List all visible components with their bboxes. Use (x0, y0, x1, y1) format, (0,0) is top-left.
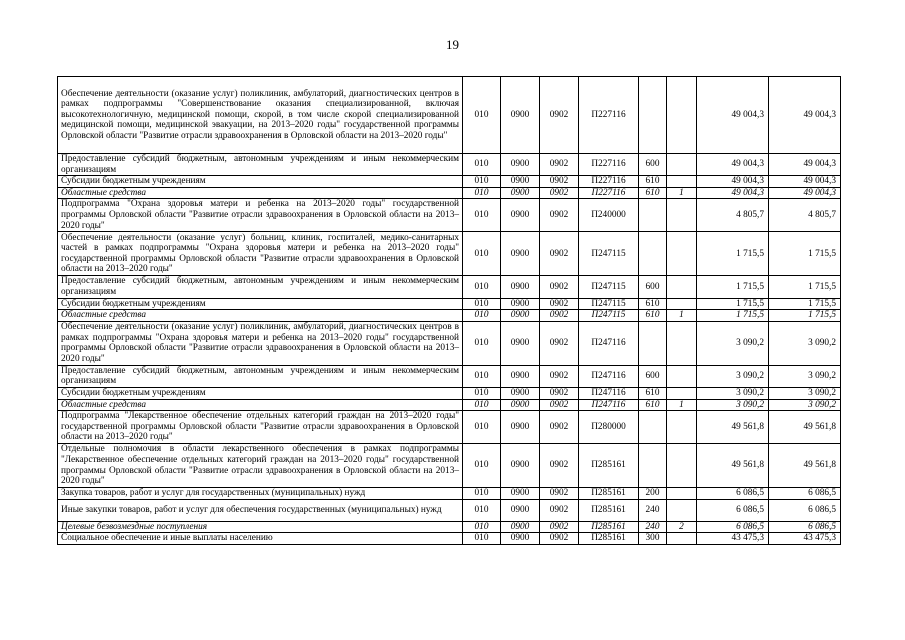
table-row (58, 387, 841, 399)
amount-2: 6 086,5 (769, 488, 841, 500)
code-subsection: 0902 (540, 499, 579, 521)
table-row (58, 533, 841, 545)
code-target: П227116 (579, 154, 639, 176)
code-expense-type (639, 232, 667, 276)
table-row (58, 321, 841, 365)
code-admin: 010 (463, 444, 501, 488)
amount-1: 49 561,8 (697, 444, 769, 488)
code-target: П247116 (579, 365, 639, 387)
code-section: 0900 (501, 488, 540, 500)
code-target: П280000 (579, 411, 639, 444)
code-expense-type: 610 (639, 298, 667, 310)
row-name: Закупка товаров, работ и услуг для государственных (муниципальных) нужд (58, 488, 463, 500)
table-row (58, 499, 841, 521)
table-row (58, 444, 841, 488)
code-funding: 1 (667, 399, 697, 411)
code-expense-type (639, 321, 667, 365)
code-subsection: 0902 (540, 533, 579, 545)
code-subsection: 0902 (540, 387, 579, 399)
table-row (58, 232, 841, 276)
code-subsection: 0902 (540, 232, 579, 276)
code-funding (667, 232, 697, 276)
code-subsection: 0902 (540, 310, 579, 322)
code-admin: 010 (463, 533, 501, 545)
row-name: Обеспечение деятельности (оказание услуг) поликлиник, амбулаторий, диагностических центров в рамках подпрограммы "Совершенствование оказания специализированной, включая высокотехнологичную, медицинской помощи, скорой, в том числе скорой специализированной медицинской помощи, медицинской эвакуации, на 2013–2020 годы" государственной программы Орловской области "Развитие отрасли здравоохранения в Орловской области на 2013–2020 годы" (58, 77, 463, 154)
code-target: П285161 (579, 488, 639, 500)
table-row (58, 298, 841, 310)
code-subsection: 0902 (540, 321, 579, 365)
code-section: 0900 (501, 321, 540, 365)
code-funding (667, 365, 697, 387)
amount-2: 3 090,2 (769, 365, 841, 387)
code-target: П227116 (579, 187, 639, 199)
code-subsection: 0902 (540, 365, 579, 387)
code-subsection: 0902 (540, 176, 579, 188)
table-row (58, 154, 841, 176)
code-target: П285161 (579, 521, 639, 533)
code-target: П285161 (579, 444, 639, 488)
code-funding (667, 411, 697, 444)
row-name: Областные средства (58, 187, 463, 199)
code-expense-type: 610 (639, 310, 667, 322)
amount-2: 1 715,5 (769, 276, 841, 298)
amount-2: 1 715,5 (769, 310, 841, 322)
amount-2: 6 086,5 (769, 521, 841, 533)
code-section: 0900 (501, 411, 540, 444)
row-name: Обеспечение деятельности (оказание услуг) больниц, клиник, госпиталей, медико-санитарных частей в рамках подпрограммы "Охрана здоровья матери и ребенка на 2013–2020 годы" государственной программы Орловской области "Развитие отрасли здравоохранения в Орловской области на 2013–2020 годы" (58, 232, 463, 276)
code-funding (667, 154, 697, 176)
row-name: Обеспечение деятельности (оказание услуг) поликлиник, амбулаторий, диагностических центров в рамках подпрограммы "Охрана здоровья матери и ребенка на 2013–2020 годы" государственной программы Орловской области "Развитие отрасли здравоохранения в Орловской области на 2013–2020 годы" (58, 321, 463, 365)
code-section: 0900 (501, 298, 540, 310)
code-funding (667, 444, 697, 488)
amount-2: 3 090,2 (769, 399, 841, 411)
code-funding (667, 276, 697, 298)
code-subsection: 0902 (540, 298, 579, 310)
code-admin: 010 (463, 276, 501, 298)
row-name: Подпрограмма "Охрана здоровья матери и ребенка на 2013–2020 годы" государственной программы Орловской области "Развитие отрасли здравоохранения в Орловской области на 2013–2020 годы" (58, 199, 463, 232)
code-funding: 1 (667, 310, 697, 322)
code-funding (667, 533, 697, 545)
table-row (58, 187, 841, 199)
amount-1: 43 475,3 (697, 533, 769, 545)
table-row (58, 176, 841, 188)
amount-1: 4 805,7 (697, 199, 769, 232)
code-section: 0900 (501, 521, 540, 533)
code-subsection: 0902 (540, 444, 579, 488)
code-target: П285161 (579, 499, 639, 521)
code-section: 0900 (501, 499, 540, 521)
code-section: 0900 (501, 199, 540, 232)
code-section: 0900 (501, 187, 540, 199)
amount-2: 1 715,5 (769, 298, 841, 310)
code-expense-type: 610 (639, 187, 667, 199)
amount-1: 1 715,5 (697, 310, 769, 322)
code-subsection: 0902 (540, 411, 579, 444)
code-expense-type: 600 (639, 365, 667, 387)
code-target: П240000 (579, 199, 639, 232)
amount-1: 3 090,2 (697, 387, 769, 399)
code-admin: 010 (463, 488, 501, 500)
amount-1: 49 004,3 (697, 187, 769, 199)
code-admin: 010 (463, 521, 501, 533)
amount-2: 3 090,2 (769, 321, 841, 365)
amount-2: 43 475,3 (769, 533, 841, 545)
code-admin: 010 (463, 298, 501, 310)
row-name: Предоставление субсидий бюджетным, автономным учреждениям и иным некоммерческим организациям (58, 276, 463, 298)
code-subsection: 0902 (540, 521, 579, 533)
code-admin: 010 (463, 399, 501, 411)
code-subsection: 0902 (540, 488, 579, 500)
amount-2: 1 715,5 (769, 232, 841, 276)
amount-2: 49 004,3 (769, 154, 841, 176)
row-name: Предоставление субсидий бюджетным, автономным учреждениям и иным некоммерческим организациям (58, 365, 463, 387)
code-subsection: 0902 (540, 399, 579, 411)
code-subsection: 0902 (540, 199, 579, 232)
code-expense-type (639, 411, 667, 444)
code-subsection: 0902 (540, 276, 579, 298)
code-admin: 010 (463, 187, 501, 199)
code-funding (667, 77, 697, 154)
amount-1: 49 004,3 (697, 154, 769, 176)
table-row (58, 411, 841, 444)
code-section: 0900 (501, 154, 540, 176)
table-body (58, 77, 841, 545)
code-section: 0900 (501, 444, 540, 488)
code-funding (667, 488, 697, 500)
row-name: Подпрограмма "Лекарственное обеспечение отдельных категорий граждан на 2013–2020 годы" государственной программы Орловской области "Развитие отрасли здравоохранения в Орловской области на 2013–2020 годы" (58, 411, 463, 444)
code-admin: 010 (463, 321, 501, 365)
page-number: 19 (446, 37, 459, 52)
code-admin: 010 (463, 77, 501, 154)
row-name: Областные средства (58, 310, 463, 322)
code-target: П247116 (579, 387, 639, 399)
code-target: П247115 (579, 310, 639, 322)
code-expense-type: 610 (639, 387, 667, 399)
code-subsection: 0902 (540, 154, 579, 176)
code-target: П247116 (579, 399, 639, 411)
code-target: П247115 (579, 298, 639, 310)
code-funding (667, 199, 697, 232)
row-name: Субсидии бюджетным учреждениям (58, 298, 463, 310)
code-target: П285161 (579, 533, 639, 545)
amount-1: 49 561,8 (697, 411, 769, 444)
code-target: П247115 (579, 276, 639, 298)
code-target: П247115 (579, 232, 639, 276)
amount-1: 49 004,3 (697, 77, 769, 154)
row-name: Социальное обеспечение и иные выплаты населению (58, 533, 463, 545)
code-target: П247116 (579, 321, 639, 365)
code-subsection: 0902 (540, 77, 579, 154)
code-admin: 010 (463, 387, 501, 399)
amount-1: 6 086,5 (697, 499, 769, 521)
table-row (58, 199, 841, 232)
row-name: Отдельные полномочия в области лекарственного обеспечения в рамках подпрограммы "Лекарственное обеспечение отдельных категорий граждан на 2013–2020 годы" государственной программы Орловской области "Развитие отрасли здравоохранения в Орловской области на 2013–2020 годы" (58, 444, 463, 488)
code-admin: 010 (463, 310, 501, 322)
amount-1: 6 086,5 (697, 521, 769, 533)
amount-2: 4 805,7 (769, 199, 841, 232)
amount-2: 49 561,8 (769, 444, 841, 488)
code-subsection: 0902 (540, 187, 579, 199)
code-section: 0900 (501, 310, 540, 322)
code-admin: 010 (463, 176, 501, 188)
code-target: П227116 (579, 77, 639, 154)
code-admin: 010 (463, 199, 501, 232)
row-name: Областные средства (58, 399, 463, 411)
table-row (58, 521, 841, 533)
table-row (58, 399, 841, 411)
code-section: 0900 (501, 533, 540, 545)
amount-1: 3 090,2 (697, 365, 769, 387)
code-expense-type: 240 (639, 521, 667, 533)
amount-1: 6 086,5 (697, 488, 769, 500)
code-expense-type: 240 (639, 499, 667, 521)
row-name: Иные закупки товаров, работ и услуг для обеспечения государственных (муниципальных) нужд (58, 499, 463, 521)
budget-table (57, 76, 841, 545)
amount-2: 49 561,8 (769, 411, 841, 444)
code-admin: 010 (463, 365, 501, 387)
code-expense-type (639, 77, 667, 154)
row-name: Субсидии бюджетным учреждениям (58, 387, 463, 399)
table-row (58, 488, 841, 500)
code-expense-type: 610 (639, 399, 667, 411)
table-row (58, 276, 841, 298)
row-name: Предоставление субсидий бюджетным, автономным учреждениям и иным некоммерческим организациям (58, 154, 463, 176)
table-row (58, 77, 841, 154)
code-expense-type (639, 444, 667, 488)
code-admin: 010 (463, 232, 501, 276)
amount-2: 6 086,5 (769, 499, 841, 521)
amount-2: 49 004,3 (769, 176, 841, 188)
code-section: 0900 (501, 232, 540, 276)
code-expense-type: 300 (639, 533, 667, 545)
code-funding (667, 387, 697, 399)
amount-1: 1 715,5 (697, 232, 769, 276)
code-expense-type (639, 199, 667, 232)
amount-1: 3 090,2 (697, 399, 769, 411)
code-funding: 2 (667, 521, 697, 533)
code-expense-type: 600 (639, 276, 667, 298)
amount-2: 49 004,3 (769, 187, 841, 199)
code-expense-type: 600 (639, 154, 667, 176)
code-target: П227116 (579, 176, 639, 188)
code-section: 0900 (501, 399, 540, 411)
code-section: 0900 (501, 387, 540, 399)
amount-1: 49 004,3 (697, 176, 769, 188)
code-section: 0900 (501, 365, 540, 387)
code-admin: 010 (463, 499, 501, 521)
amount-2: 49 004,3 (769, 77, 841, 154)
code-funding (667, 321, 697, 365)
code-section: 0900 (501, 77, 540, 154)
table-row (58, 310, 841, 322)
row-name: Субсидии бюджетным учреждениям (58, 176, 463, 188)
code-funding (667, 499, 697, 521)
amount-2: 3 090,2 (769, 387, 841, 399)
amount-1: 3 090,2 (697, 321, 769, 365)
amount-1: 1 715,5 (697, 298, 769, 310)
code-expense-type: 610 (639, 176, 667, 188)
code-section: 0900 (501, 176, 540, 188)
amount-1: 1 715,5 (697, 276, 769, 298)
row-name: Целевые безвозмездные поступления (58, 521, 463, 533)
table-row (58, 365, 841, 387)
code-section: 0900 (501, 276, 540, 298)
code-admin: 010 (463, 154, 501, 176)
code-funding (667, 298, 697, 310)
code-admin: 010 (463, 411, 501, 444)
code-expense-type: 200 (639, 488, 667, 500)
code-funding (667, 176, 697, 188)
code-funding: 1 (667, 187, 697, 199)
